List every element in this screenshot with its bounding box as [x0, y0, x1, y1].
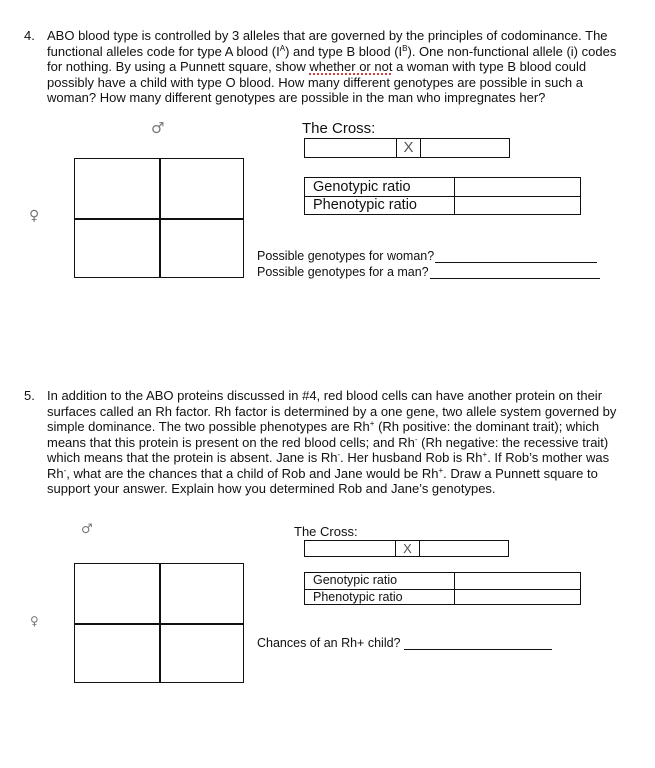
- ratio-label: Genotypic ratio: [305, 178, 455, 196]
- ratio-row-phenotypic: [305, 589, 580, 604]
- question-4-text: [47, 28, 647, 106]
- cross-parent-1-field[interactable]: [305, 139, 396, 157]
- cross-parent-2-field[interactable]: [420, 541, 508, 556]
- cross-label: The Cross:: [294, 524, 358, 539]
- question-5-line: In addition to the ABO proteins discussed in #4, red blood cells can have another protein on their: [47, 388, 603, 403]
- question-5-number: 5.: [24, 388, 35, 403]
- female-symbol-icon: ♀: [29, 208, 40, 224]
- question-5-text: [47, 388, 647, 497]
- ratio-label: Phenotypic ratio: [305, 197, 455, 214]
- cross-box: [304, 138, 510, 158]
- ratio-row-genotypic: [305, 178, 580, 196]
- male-symbol-icon: ♂: [81, 522, 93, 537]
- cross-label: The Cross:: [302, 120, 376, 137]
- question-4-line: woman? How many different genotypes are possible in the man who impregnates her?: [47, 90, 546, 105]
- question-5-line: support your answer. Explain how you determined Rob and Jane’s genotypes.: [47, 481, 496, 496]
- ratio-label: Phenotypic ratio: [305, 590, 455, 604]
- punnett-square[interactable]: [74, 563, 244, 683]
- question-5-line: simple dominance. The two possible phenotypes are Rh+ (Rh positive: the dominant trait); which: [47, 419, 600, 434]
- punnett-divider-horizontal: [75, 218, 243, 220]
- ratio-table: [304, 572, 581, 605]
- punnett-square[interactable]: [74, 158, 244, 278]
- spellcheck-flagged-phrase[interactable]: whether or not: [309, 59, 393, 74]
- question-5-line: which means that the protein is absent. Jane is Rh-. Her husband Rob is Rh+. If Rob’s mother was: [47, 450, 610, 465]
- ratio-row-genotypic: [305, 573, 580, 589]
- answer-man-genotypes: [257, 265, 600, 279]
- answer-rh-chance: [257, 636, 552, 650]
- question-4-line: possibly have a child with type O blood. How many different genotypes are possible in such a: [47, 74, 583, 90]
- question-4-line: functional alleles code for type A blood $(I^A)$ and type B blood $(I^B)$. One non-functional allele (i) codes: [47, 43, 617, 59]
- punnett-divider-horizontal: [75, 623, 243, 625]
- question-4-line: for nothing. By using a Punnett square, show whether or not a woman with type B blood could: [47, 59, 587, 74]
- cross-box: [304, 540, 509, 557]
- answer-label: Chances of an Rh+ child?: [257, 636, 401, 650]
- question-4-number: 4.: [24, 28, 35, 43]
- phenotypic-ratio-field[interactable]: [455, 197, 580, 214]
- cross-x-label: X: [396, 139, 421, 157]
- female-symbol-icon: ♀: [30, 614, 39, 628]
- genotypic-ratio-field[interactable]: [455, 573, 580, 589]
- man-genotypes-blank[interactable]: [430, 266, 600, 279]
- ratio-table: [304, 177, 581, 215]
- question-5-line: surfaces called an Rh factor. Rh factor is determined by a one gene, two allele system governed by: [47, 403, 617, 419]
- question-4-line: ABO blood type is controlled by 3 alleles that are governed by the principles of codominance. The: [47, 28, 608, 43]
- cross-parent-1-field[interactable]: [305, 541, 395, 556]
- rh-chance-blank[interactable]: [404, 637, 552, 650]
- ratio-row-phenotypic: [305, 196, 580, 214]
- cross-x-label: X: [395, 541, 420, 556]
- question-5-line: means that this protein is present on the red blood cells; and Rh- (Rh negative: the recessive trait): [47, 434, 609, 450]
- answer-label: Possible genotypes for a man?: [257, 265, 429, 279]
- phenotypic-ratio-field[interactable]: [455, 590, 580, 604]
- ratio-label: Genotypic ratio: [305, 573, 455, 589]
- woman-genotypes-blank[interactable]: [435, 250, 597, 263]
- answer-woman-genotypes: [257, 249, 597, 263]
- answer-label: Possible genotypes for woman?: [257, 249, 435, 263]
- genotypic-ratio-field[interactable]: [455, 178, 580, 196]
- cross-parent-2-field[interactable]: [421, 139, 509, 157]
- male-symbol-icon: ♂: [151, 119, 165, 137]
- question-5-line: Rh-, what are the chances that a child of Rob and Jane would be Rh+. Draw a Punnett square to: [47, 465, 598, 481]
